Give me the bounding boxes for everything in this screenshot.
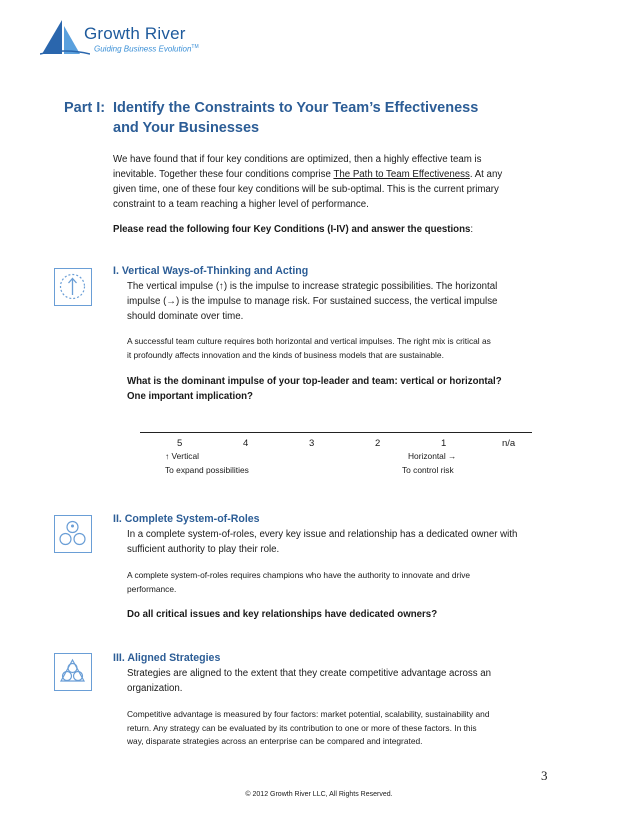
scale-option-na[interactable]: n/a xyxy=(502,438,516,449)
answer-line xyxy=(140,432,532,433)
scale-option-4[interactable]: 4 xyxy=(243,438,249,449)
section-3-title: III. Aligned Strategies xyxy=(113,652,221,664)
vertical-label: ↑ Vertical xyxy=(165,451,199,461)
copyright: © 2012 Growth River LLC, All Rights Reserved. xyxy=(245,791,393,798)
section-2-question: Do all critical issues and key relationships have dedicated owners? xyxy=(127,609,438,620)
horizontal-label: Horizontal → xyxy=(408,451,457,461)
section-1-title: I. Vertical Ways-of-Thinking and Acting xyxy=(113,265,309,277)
scale-option-3[interactable]: 3 xyxy=(309,438,315,449)
expand-label: To expand possibilities xyxy=(165,465,249,475)
section-3-body: Strategies are aligned to the extent that they create competitive advantage across an organization. xyxy=(127,668,492,694)
scale-option-5[interactable]: 5 xyxy=(177,438,183,449)
section-2-note: A complete system-of-roles requires champions who have the authority to innovate and drive performance. xyxy=(127,570,471,594)
section-1-note: A successful team culture requires both horizontal and vertical impulses. The right mix is critical as it profoundly affects innovation and the kinds of business models that are sustainable. xyxy=(127,336,491,360)
logo-name: Growth River xyxy=(84,24,186,43)
roles-circles-icon xyxy=(54,515,92,553)
sail-logo-icon xyxy=(40,18,90,56)
part-label: Part I: xyxy=(64,100,106,116)
scale-option-2[interactable]: 2 xyxy=(375,438,381,449)
control-label: To control risk xyxy=(402,465,454,475)
section-2-title: II. Complete System-of-Roles xyxy=(113,513,260,525)
vertical-arrow-icon xyxy=(54,268,92,306)
section-2-body: In a complete system-of-roles, every key issue and relationship has a dedicated owner with sufficient authority to play their role. xyxy=(127,529,518,555)
section-1-body: The vertical impulse (↑) is the impulse to increase strategic possibilities. The horizontal impulse (→) is the impulse to manage risk. For sustained success, the vertical impulse should dominate over time. xyxy=(127,281,498,322)
scale-option-1[interactable]: 1 xyxy=(441,438,447,449)
page-number: 3 xyxy=(541,768,548,783)
section-3-note: Competitive advantage is measured by four factors: market potential, scalability, sustainability and return. Any strategy can be evaluated by its contribution to one or more of these factors. In this way, disparate strategies across an enterprise can be compared and integrated. xyxy=(127,709,490,746)
instruction: Please read the following four Key Conditions (I-IV) and answer the questions: xyxy=(113,224,474,235)
intro-paragraph: We have found that if four key conditions are optimized, then a highly effective team is inevitable. Together these four conditions comprise The Path to Team Effectiveness. At any given time, one of these four key conditions will be sub-optimal. This is the current primary constraint to a team reaching a higher level of performance. xyxy=(113,154,503,210)
aligned-triangle-icon xyxy=(54,653,92,691)
section-1-question: What is the dominant impulse of your top-leader and team: vertical or horizontal? One important implication? xyxy=(127,376,502,402)
logo xyxy=(40,18,210,58)
path-link[interactable]: The Path to Team Effectiveness xyxy=(333,169,470,180)
logo-tagline: Guiding Business Evolution™ xyxy=(94,44,199,54)
page-title: Identify the Constraints to Your Team’s Effectiveness and Your Businesses xyxy=(113,100,479,136)
